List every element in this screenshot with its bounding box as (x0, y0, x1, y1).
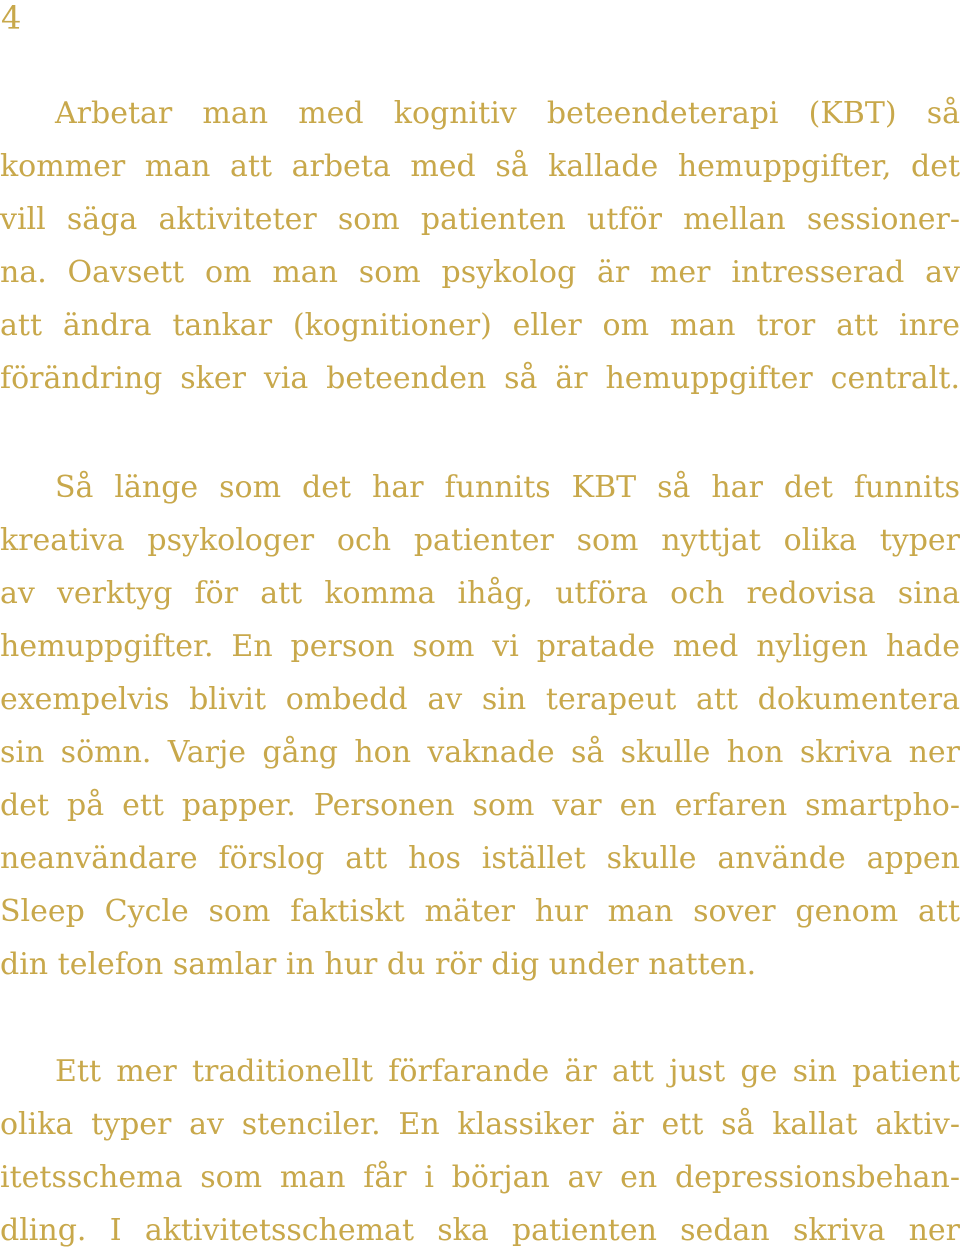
text-line: att ändra tankar (kognitioner) eller om man tror att inre (0, 308, 960, 343)
text-line: hemuppgifter. En person som vi pratade med nyligen hade (0, 629, 960, 664)
text-line: kommer man att arbeta med så kallade hemuppgifter, det (0, 149, 960, 184)
text-line: dling. I aktivitetsschemat ska patienten sedan skriva ner (0, 1213, 960, 1248)
text-line: itetsschema som man får i början av en depressionsbehan- (0, 1160, 960, 1195)
text-line: olika typer av stenciler. En klassiker är ett så kallat aktiv- (0, 1107, 960, 1142)
text-line: na. Oavsett om man som psykolog är mer intresserad av (0, 255, 960, 290)
paragraph-1 (0, 87, 960, 405)
text-line: neanvändare förslog att hos istället skulle använde appen (0, 841, 960, 876)
text-line: din telefon samlar in hur du rör dig under natten. (0, 947, 757, 982)
text-line: Så länge som det har funnits KBT så har det funnits (55, 470, 960, 505)
text-line: Arbetar man med kognitiv beteendeterapi (KBT) så (55, 96, 960, 131)
text-line: det på ett papper. Personen som var en erfaren smartpho- (0, 788, 960, 823)
text-line: sin sömn. Varje gång hon vaknade så skulle hon skriva ner (0, 735, 960, 770)
text-line: exempelvis blivit ombedd av sin terapeut att dokumentera (0, 682, 960, 717)
text-line: Sleep Cycle som faktiskt mäter hur man sover genom att (0, 894, 960, 929)
page-number: 4 (1, 0, 22, 37)
paragraph-2 (0, 461, 960, 991)
paragraph-3 (0, 1045, 960, 1257)
text-line: förändring sker via beteenden så är hemuppgifter centralt. (0, 361, 960, 396)
text-line: av verktyg för att komma ihåg, utföra och redovisa sina (0, 576, 960, 611)
text-line: kreativa psykologer och patienter som nyttjat olika typer (0, 523, 960, 558)
text-line: Ett mer traditionellt förfarande är att just ge sin patient (55, 1054, 960, 1089)
text-line: vill säga aktiviteter som patienten utför mellan sessioner- (0, 202, 960, 237)
